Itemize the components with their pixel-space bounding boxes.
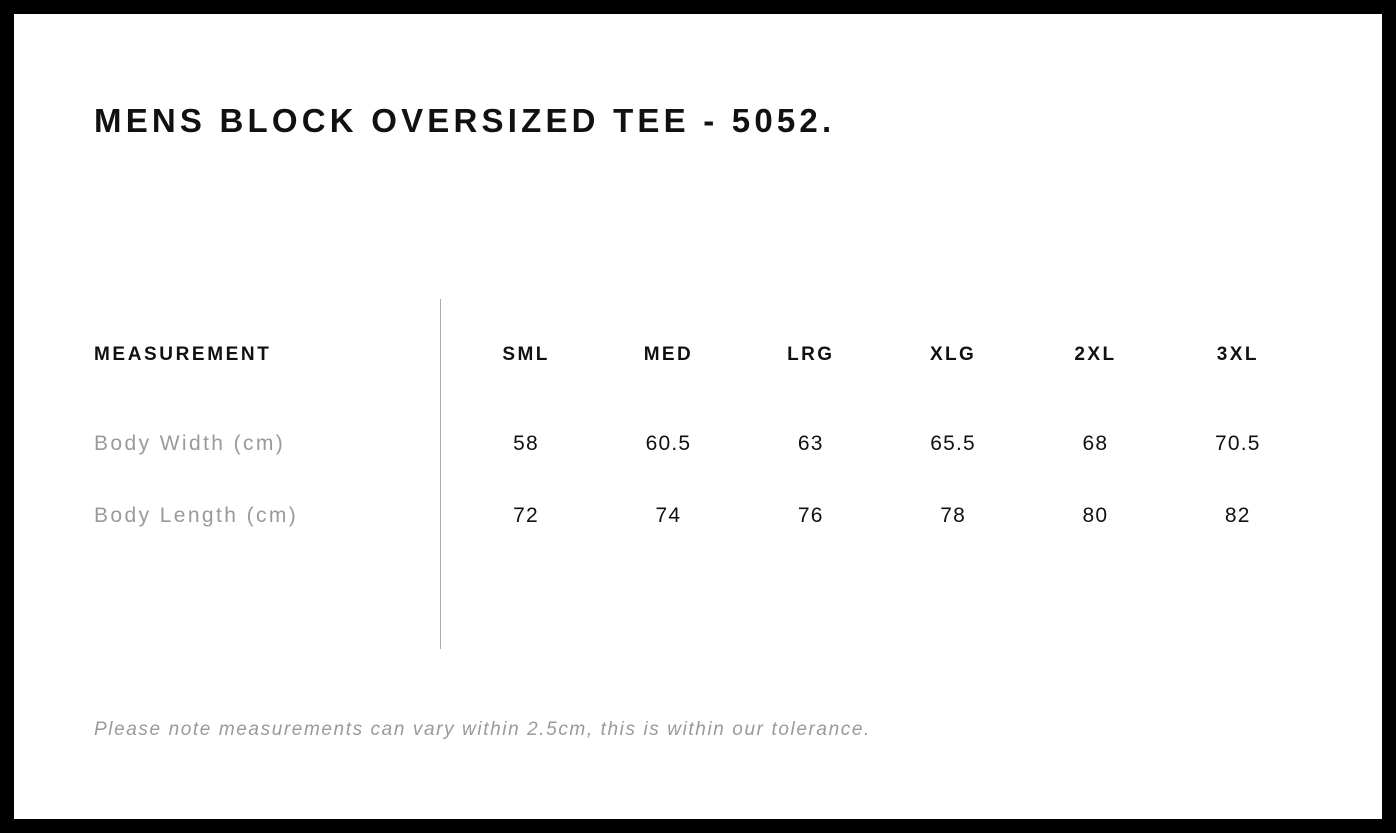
table-row: [94, 408, 1309, 480]
tolerance-note: Please note measurements can vary within 2.5cm, this is within our tolerance.: [94, 719, 871, 740]
cell-body-length-sml: 72: [513, 504, 539, 527]
table-row: [94, 480, 1309, 552]
size-measurement-table: [94, 344, 1309, 552]
cell-body-length-2xl: 80: [1082, 504, 1109, 527]
table-body: [94, 408, 1309, 552]
column-header-measurement: MEASUREMENT: [94, 344, 272, 365]
size-chart-page: [14, 14, 1382, 819]
page-title: MENS BLOCK OVERSIZED TEE - 5052.: [94, 102, 836, 139]
row-label-body-width: Body Width (cm): [94, 432, 286, 455]
cell-body-length-lrg: 76: [797, 504, 824, 527]
table-header-row: [94, 344, 1309, 408]
column-header-sml: SML: [502, 344, 550, 365]
cell-body-width-xlg: 65.5: [930, 432, 976, 455]
column-header-2xl: 2XL: [1074, 344, 1117, 365]
column-header-xlg: XLG: [929, 344, 977, 365]
column-header-lrg: LRG: [787, 344, 835, 365]
row-label-body-length: Body Length (cm): [94, 504, 299, 527]
cell-body-length-3xl: 82: [1224, 504, 1251, 527]
column-header-3xl: 3XL: [1216, 344, 1259, 365]
table-header: [94, 344, 1309, 408]
cell-body-length-xlg: 78: [940, 504, 966, 527]
cell-body-width-sml: 58: [513, 432, 539, 455]
cell-body-length-med: 74: [655, 504, 682, 527]
cell-body-width-3xl: 70.5: [1214, 432, 1261, 455]
cell-body-width-2xl: 68: [1082, 432, 1109, 455]
column-header-med: MED: [643, 344, 694, 365]
cell-body-width-med: 60.5: [645, 432, 692, 455]
cell-body-width-lrg: 63: [797, 432, 824, 455]
